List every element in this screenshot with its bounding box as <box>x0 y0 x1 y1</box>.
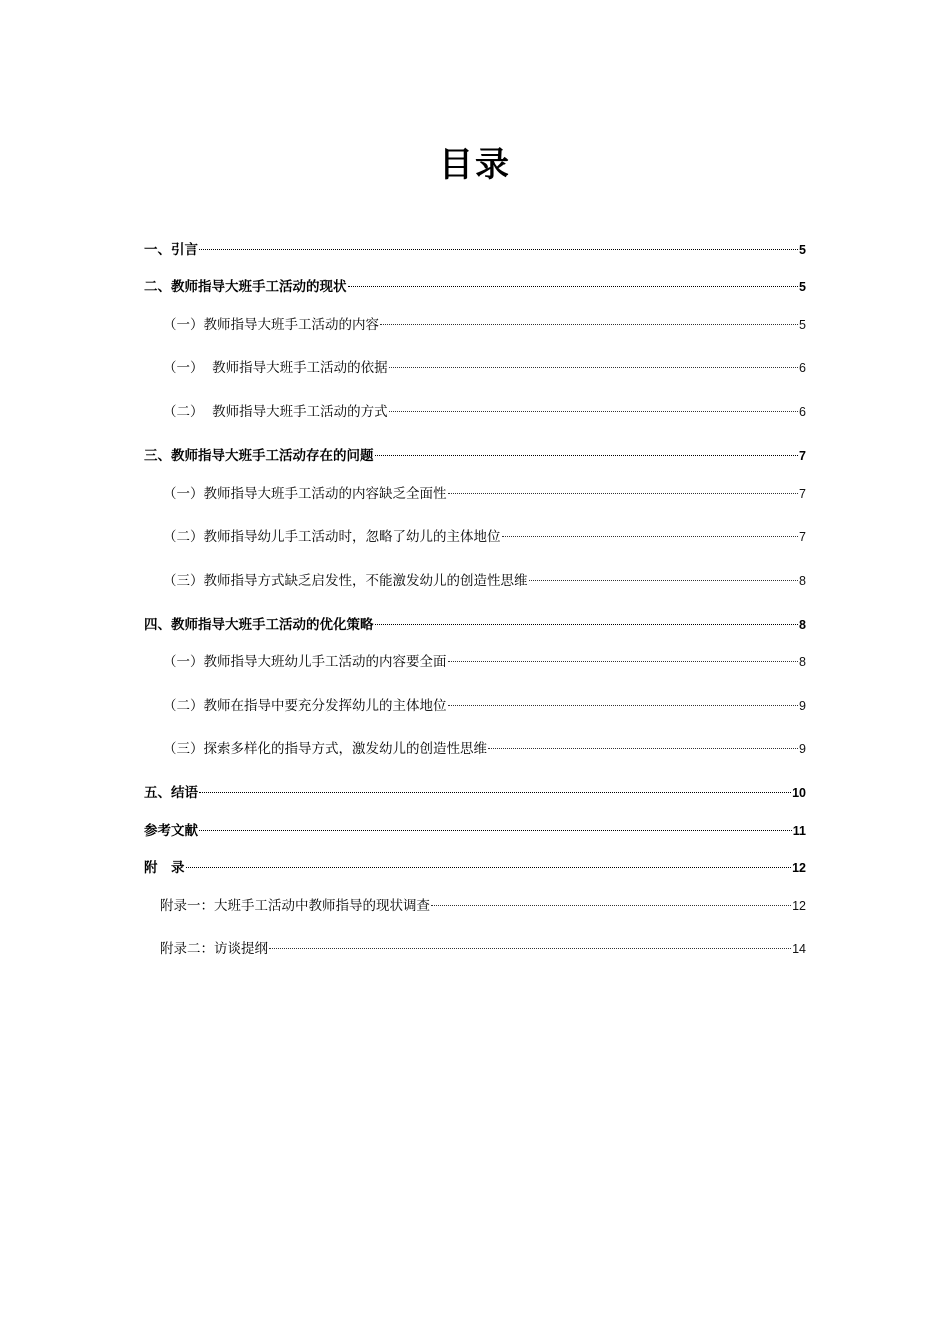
toc-entry-appendix-1[interactable] <box>160 890 806 914</box>
toc-page-number: 14 <box>792 942 806 956</box>
toc-page-number: 5 <box>799 318 806 332</box>
toc-dot-leader <box>375 609 799 629</box>
toc-dot-leader <box>448 478 799 498</box>
toc-entry-appendix[interactable] <box>144 852 806 876</box>
toc-dot-leader <box>269 933 791 953</box>
toc-page-number: 9 <box>799 699 806 713</box>
toc-entry-text: （二）教师指导幼儿手工活动时，忽略了幼儿的主体地位 <box>163 529 501 545</box>
toc-dot-leader <box>348 271 799 291</box>
toc-page-number: 7 <box>799 487 806 501</box>
toc-entry-text: （一）教师指导大班手工活动的内容 <box>163 317 379 333</box>
toc-dot-leader <box>199 234 798 254</box>
toc-entry-text: 三、教师指导大班手工活动存在的问题 <box>144 448 374 464</box>
toc-dot-leader <box>380 309 798 329</box>
toc-entry-intro[interactable] <box>144 234 806 258</box>
toc-entry-references[interactable] <box>144 815 806 839</box>
toc-page-number: 6 <box>799 361 806 375</box>
toc-dot-leader <box>375 440 799 460</box>
toc-dot-leader <box>431 890 791 910</box>
toc-entry-section-3-3[interactable] <box>163 565 806 589</box>
toc-page-number: 5 <box>799 243 806 257</box>
toc-dot-leader <box>389 396 798 416</box>
toc-entry-text: （一）教师指导大班幼儿手工活动的内容要全面 <box>163 654 447 670</box>
toc-entry-text: （二）教师在指导中要充分发挥幼儿的主体地位 <box>163 698 447 714</box>
toc-entry-section-2[interactable] <box>144 271 806 295</box>
toc-dot-leader <box>502 521 799 541</box>
toc-entry-text: 一、引言 <box>144 242 198 258</box>
toc-dot-leader <box>199 777 791 797</box>
toc-entry-text: （一） 教师指导大班手工活动的依据 <box>163 360 388 376</box>
toc-entry-text: 附录二：访谈提纲 <box>160 941 268 957</box>
toc-entry-text: 附 录 <box>144 860 185 876</box>
toc-entry-conclusion[interactable] <box>144 777 806 801</box>
toc-dot-leader <box>488 733 798 753</box>
toc-entry-section-3[interactable] <box>144 440 806 464</box>
toc-page-number: 9 <box>799 742 806 756</box>
toc-page-number: 12 <box>792 861 806 875</box>
toc-dot-leader <box>199 815 792 835</box>
toc-page-number: 11 <box>792 824 806 838</box>
toc-entry-section-4-2[interactable] <box>163 690 806 714</box>
toc-page-number: 12 <box>792 899 806 913</box>
toc-page-number: 7 <box>799 449 806 463</box>
toc-page-number: 6 <box>799 405 806 419</box>
toc-page-number: 8 <box>799 655 806 669</box>
toc-page-number: 5 <box>799 280 806 294</box>
toc-entry-section-3-1[interactable] <box>163 478 806 502</box>
toc-title: 目录 <box>439 145 511 185</box>
toc-entry-text: 附录一：大班手工活动中教师指导的现状调查 <box>160 898 430 914</box>
toc-dot-leader <box>389 352 798 372</box>
toc-entry-section-4-3[interactable] <box>163 733 806 757</box>
toc-dot-leader <box>448 646 799 666</box>
toc-page-number: 8 <box>799 618 806 632</box>
toc-dot-leader <box>448 690 799 710</box>
toc-entry-text: 二、教师指导大班手工活动的现状 <box>144 279 347 295</box>
toc-entry-section-4-1[interactable] <box>163 646 806 670</box>
toc-page-number: 10 <box>792 786 806 800</box>
toc-dot-leader <box>529 565 799 585</box>
toc-dot-leader <box>186 852 792 872</box>
toc-entry-text: （一）教师指导大班手工活动的内容缺乏全面性 <box>163 486 447 502</box>
toc-page-number: 7 <box>799 530 806 544</box>
toc-entry-section-2-2[interactable] <box>163 352 806 376</box>
toc-entry-text: （三）教师指导方式缺乏启发性，不能激发幼儿的创造性思维 <box>163 573 528 589</box>
toc-entry-text: （三）探索多样化的指导方式，激发幼儿的创造性思维 <box>163 741 487 757</box>
toc-entry-section-4[interactable] <box>144 609 806 633</box>
toc-entry-section-2-1[interactable] <box>163 309 806 333</box>
toc-entry-appendix-2[interactable] <box>160 933 806 957</box>
toc-entry-text: 四、教师指导大班手工活动的优化策略 <box>144 617 374 633</box>
toc-entry-text: 五、结语 <box>144 785 198 801</box>
toc-entry-section-3-2[interactable] <box>163 521 806 545</box>
toc-page-number: 8 <box>799 574 806 588</box>
toc-entry-text: （二） 教师指导大班手工活动的方式 <box>163 404 388 420</box>
toc-entry-section-2-3[interactable] <box>163 396 806 420</box>
toc-entry-text: 参考文献 <box>144 823 198 839</box>
